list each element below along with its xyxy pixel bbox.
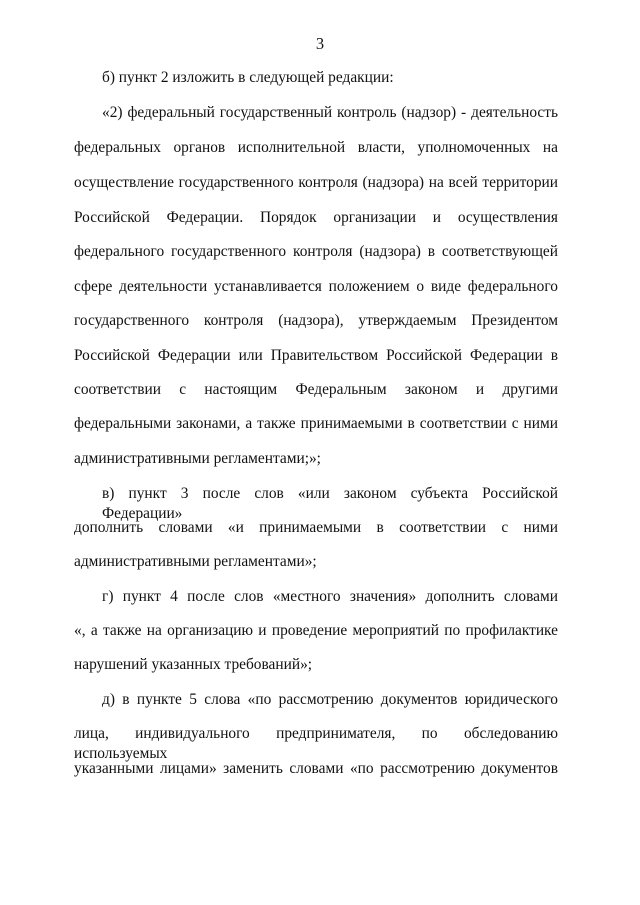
paragraph-line: «, а также на организацию и проведение мероприятий по профилактике (74, 622, 558, 639)
paragraph-line: административными регламентами;»; (74, 450, 321, 467)
paragraph-line: в) пункт 3 после слов «или законом субъекта Российской Федерации» (102, 485, 558, 522)
paragraph-line: сфере деятельности устанавливается положением о виде федерального (74, 278, 558, 295)
page-number: 3 (315, 34, 325, 53)
paragraph-line: административными регламентами»; (74, 553, 317, 570)
paragraph-line: Российской Федерации или Правительством Российской Федерации в (74, 347, 558, 364)
paragraph-line: соответствии с настоящим Федеральным законом и другими (74, 381, 558, 398)
paragraph-line: лица, индивидуального предпринимателя, по обследованию используемых (74, 725, 558, 762)
paragraph-line: «2) федеральный государственный контроль (надзор) - деятельность (102, 104, 558, 121)
paragraph-line: г) пункт 4 после слов «местного значения» дополнить словами (102, 588, 558, 605)
paragraph-line: государственного контроля (надзора), утверждаемым Президентом (74, 312, 558, 329)
paragraph-line: б) пункт 2 изложить в следующей редакции: (102, 69, 394, 86)
paragraph-line: осуществление государственного контроля (надзора) на всей территории (74, 174, 558, 191)
paragraph-line: дополнить словами «и принимаемыми в соответствии с ними (74, 519, 558, 536)
paragraph-line: федерального государственного контроля (надзора) в соответствующей (74, 243, 558, 260)
paragraph-line: федеральных органов исполнительной власти, уполномоченных на (74, 139, 558, 156)
paragraph-line: федеральными законами, а также принимаемыми в соответствии с ними (74, 415, 558, 432)
paragraph-line: д) в пункте 5 слова «по рассмотрению документов юридического (102, 691, 558, 708)
paragraph-line: нарушений указанных требований»; (74, 656, 313, 673)
paragraph-line: указанными лицами» заменить словами «по рассмотрению документов (74, 760, 558, 777)
paragraph-line: Российской Федерации. Порядок организации и осуществления (74, 209, 558, 226)
